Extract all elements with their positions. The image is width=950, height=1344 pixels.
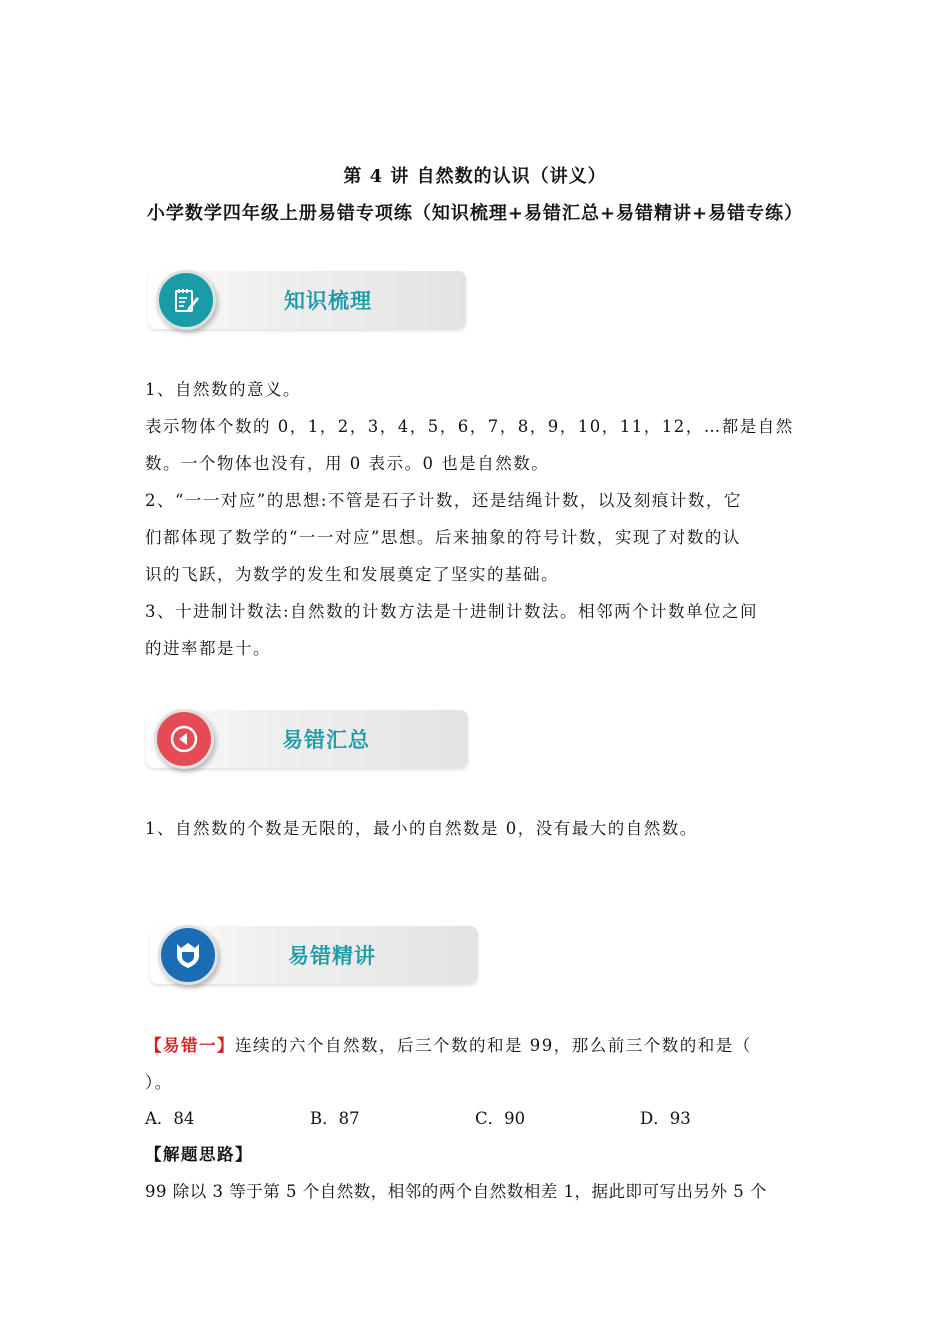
notepad-pencil-icon (156, 270, 216, 330)
section-banner-knowledge (148, 271, 466, 329)
knowledge-line: 1、自然数的意义。 (145, 380, 301, 399)
solution-block (145, 1136, 805, 1210)
section-label-explain: 易错精讲 (288, 944, 376, 968)
section-label-summary: 易错汇总 (282, 728, 370, 752)
question-line-2: ）。 (145, 1073, 173, 1092)
summary-text (145, 810, 805, 847)
question-block (145, 1027, 805, 1101)
option-a[interactable]: A．84 (145, 1109, 195, 1128)
play-back-icon (154, 709, 214, 769)
option-b[interactable]: B．87 (310, 1109, 360, 1128)
question-text: 连续的六个自然数，后三个数的和是 99，那么前三个数的和是（ (235, 1036, 752, 1055)
page-subtitle: 小学数学四年级上册易错专项练（知识梳理+易错汇总+易错精讲+易错专练） (146, 203, 804, 224)
option-d[interactable]: D．93 (640, 1109, 691, 1128)
question-line-1 (145, 1027, 805, 1064)
knowledge-line: 表示物体个数的 0，1，2，3，4，5，6，7，8，9，10，11，12，…都是自然 (145, 417, 794, 436)
knowledge-line: 2、“一一对应”的思想:不管是石子计数，还是结绳计数，以及刻痕计数，它 (145, 491, 742, 510)
knowledge-line: 们都体现了数学的“一一对应”思想。后来抽象的符号计数，实现了对数的认 (145, 528, 741, 547)
section-banner-summary (146, 710, 468, 768)
shield-icon (158, 925, 218, 985)
solution-text: 99 除以 3 等于第 5 个自然数，相邻的两个自然数相差 1，据此即可写出另外 5 个 (145, 1182, 767, 1201)
solution-heading: 【解题思路】 (145, 1145, 253, 1164)
section-label-knowledge: 知识梳理 (284, 289, 372, 313)
error-tag: 【易错一】 (145, 1036, 235, 1055)
knowledge-line: 3、十进制计数法:自然数的计数方法是十进制计数法。相邻两个计数单位之间 (145, 602, 759, 621)
section-banner-explain (150, 926, 478, 984)
summary-line: 1、自然数的个数是无限的，最小的自然数是 0，没有最大的自然数。 (145, 819, 698, 838)
option-c[interactable]: C．90 (475, 1109, 526, 1128)
knowledge-line: 的进率都是十。 (145, 639, 271, 658)
page-title: 第 4 讲 自然数的认识（讲义） (343, 166, 607, 187)
knowledge-line: 识的飞跃，为数学的发生和发展奠定了坚实的基础。 (145, 565, 559, 584)
knowledge-text (145, 371, 805, 667)
knowledge-line: 数。一个物体也没有，用 0 表示。0 也是自然数。 (145, 454, 550, 473)
